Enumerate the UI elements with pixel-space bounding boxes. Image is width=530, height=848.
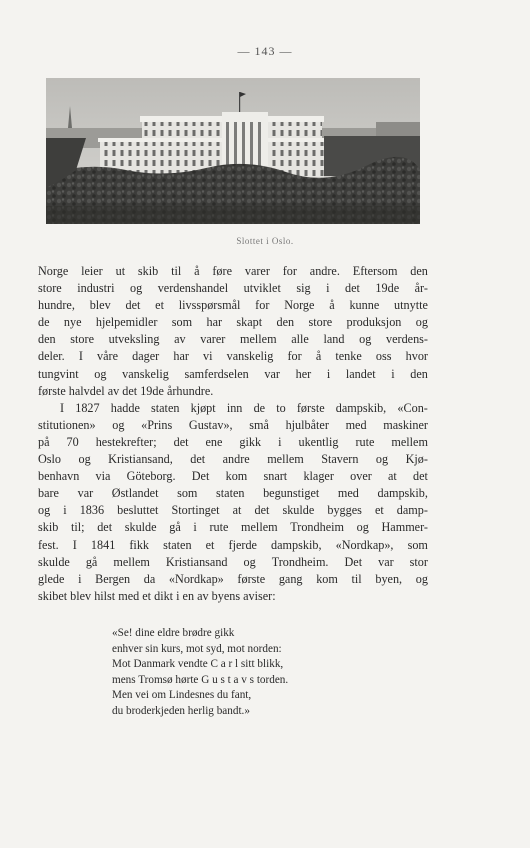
text-line: stitutionen» og «Prins Gustav», små hjulbåter med maskiner [38,417,428,432]
poem-line: mens Tromsø hørte G u s t a v s torden. [112,673,289,686]
text-line: I 1827 hadde staten kjøpt inn de to første dampskib, «Con- [60,400,428,415]
palace-photo [46,78,420,224]
poem-line: Men vei om Lindesnes du fant, [112,689,252,702]
text-line: og i 1836 besluttet Stortinget at det skulde bygges et damp- [38,503,428,518]
text-line: skibet blev hilst med et dikt i en av byens aviser: [38,588,276,603]
poem-line: du broderkjeden herlig bandt.» [112,704,250,717]
text-line: hundre, blev det et livsspørsmål for Norge å kunne utnytte [38,298,428,313]
text-line: på 70 hestekrefter; det ene gikk i ukentlig rute mellem [38,434,428,449]
text-line: bare var Østlandet som staten begunstiget med dampskib, [38,486,428,501]
text-line: tungvint og vanskelig samferdselen var her i landet i den [38,366,428,381]
text-line: benhavn via Göteborg. Det kom snart klager over at det [38,469,428,484]
poem-line: enhver sin kurs, mot syd, mot norden: [112,642,282,655]
poem-line: Mot Danmark vendte C a r l sitt blikk, [112,658,284,671]
text-line: Norge leier ut skib til å føre varer for andre. Eftersom den [38,264,428,278]
poem-line: «Se! dine eldre brødre gikk [112,627,235,639]
text-line: skib til; det skulde gå i rute mellem Trondheim og Hammer- [38,520,428,535]
text-line: fest. I 1841 fikk staten et fjerde dampskib, «Nordkap», som [38,537,428,552]
page-number: — 143 — [237,44,293,58]
text-line: skulde gå mellem Kristiansand og Trondheim. Det var stor [38,554,428,569]
text-line: første halvdel av det 19de århundre. [38,383,214,398]
poem [112,626,288,720]
text-line: den store utveksling av varer mellem alle land og verdens- [38,332,428,347]
text-line: de nye hjelpemidler som har skapt den store produksjon og [38,315,428,330]
text-line: deler. I våre dager har vi vanskelig for å tenke oss hvor [38,349,428,364]
photo-caption: Slottet i Oslo. [236,236,294,246]
text-line: store industri og verdenshandel utviklet sig i det 19de år- [38,281,428,296]
text-line: Oslo og Kristiansand, det andre mellem Stavern og Kjø- [38,452,428,467]
text-line: glede i Bergen da «Nordkap» første gang kom til byen, og [38,571,428,586]
body-text [38,263,428,605]
